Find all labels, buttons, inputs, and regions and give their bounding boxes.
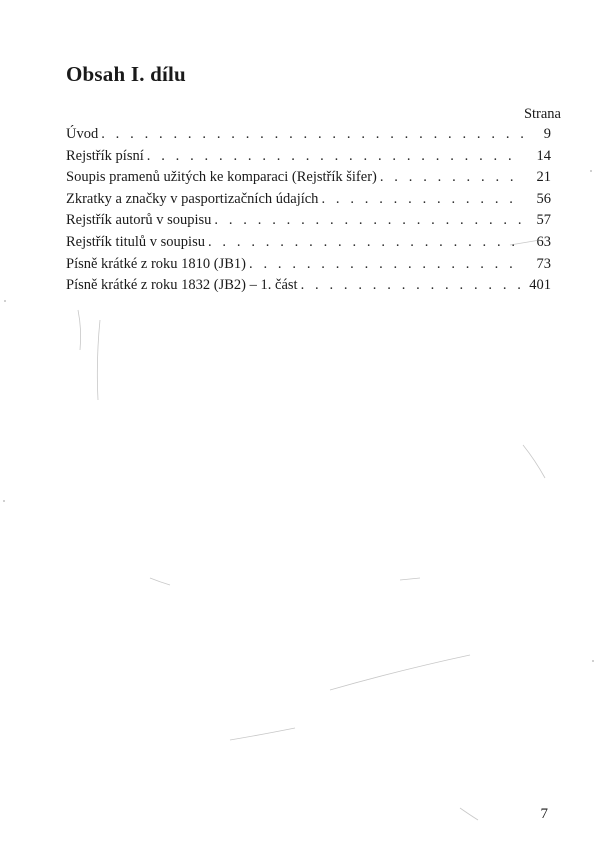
toc-entry-label: Rejstřík titulů v soupisu	[66, 233, 205, 250]
scan-streak	[330, 655, 470, 690]
page-number: 7	[540, 806, 548, 822]
toc-entry-label: Písně krátké z roku 1832 (JB2) – 1. část	[66, 277, 298, 294]
scan-streak	[150, 578, 170, 585]
toc-entry-page: 401	[529, 277, 551, 294]
scan-streak	[230, 728, 295, 740]
toc-entry-label: Rejstřík písní	[66, 147, 144, 164]
page-column-header: Strana	[523, 106, 561, 122]
toc-entry-page: 21	[536, 169, 551, 186]
toc-entry-label: Soupis pramenů užitých ke komparaci (Rejstřík šifer)	[66, 169, 377, 186]
scan-streak	[523, 445, 545, 478]
toc-entry-label: Písně krátké z roku 1810 (JB1)	[66, 255, 247, 272]
toc-entry-page: 57	[536, 212, 551, 229]
scan-streak	[400, 578, 420, 580]
scan-streak	[510, 240, 540, 245]
toc-entry-label: Rejstřík autorů v soupisu	[66, 212, 212, 229]
toc-entry-page: 9	[543, 126, 551, 142]
scan-speck	[592, 660, 594, 662]
scan-streak	[97, 320, 100, 400]
scan-speck	[3, 500, 5, 502]
toc-entry-label: Zkratky a značky v pasportizačních údajích	[66, 190, 319, 207]
page-title: Obsah I. dílu	[66, 62, 186, 86]
toc-entry-page: 63	[536, 233, 551, 250]
scan-streak	[460, 808, 478, 820]
toc-entry-label: Úvod	[66, 126, 99, 142]
toc-entry-page: 56	[536, 190, 551, 207]
toc-entry-page: 73	[536, 255, 551, 272]
scan-speck	[4, 300, 6, 302]
toc-entry-page: 14	[536, 147, 551, 164]
scan-streak	[78, 310, 81, 350]
scan-speck	[590, 170, 592, 172]
